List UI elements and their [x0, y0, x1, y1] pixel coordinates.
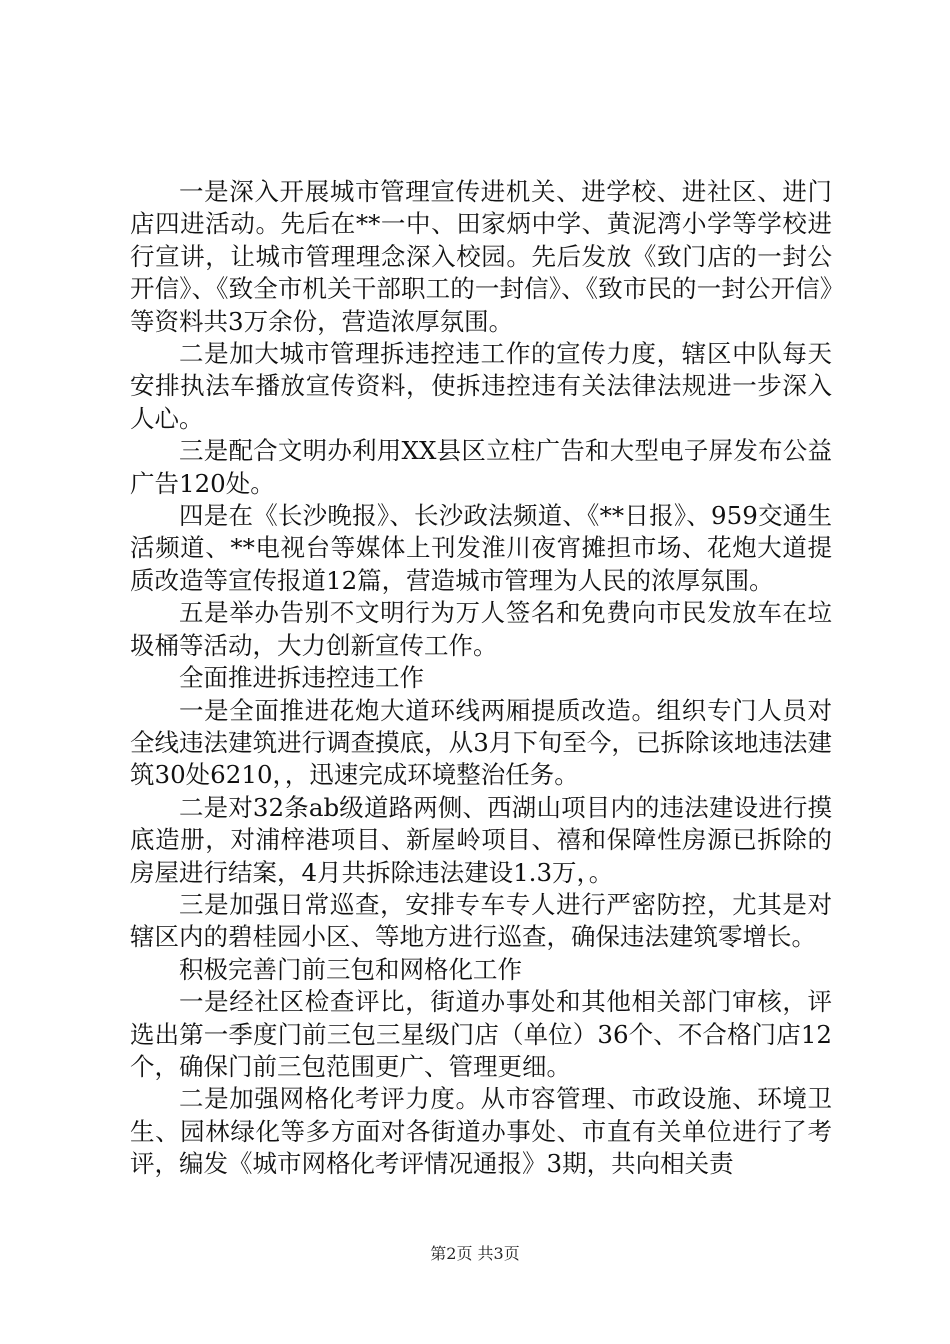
- paragraph-publicity-media: 四是在《长沙晚报》、长沙政法频道、《**日报》、959交通生活频道、**电视台等媒体上刊发淮川夜宵摊担市场、花炮大道提质改造等宣传报道12篇，营造城市管理为人民的浓厚氛围。: [130, 501, 832, 595]
- paragraph-publicity-signature: 五是举办告别不文明行为万人签名和免费向市民发放车在垃圾桶等活动，大力创新宣传工作。: [130, 598, 832, 660]
- page-number-footer: 第2页 共3页: [430, 1244, 520, 1263]
- section-heading-demolition: 全面推进拆违控违工作: [179, 663, 424, 693]
- paragraph-demolition-avenue: 一是全面推进花炮大道环线两厢提质改造。组织专门人员对全线违法建筑进行调查摸底，从3月下旬至今，已拆除该地违法建筑30处6210，，迅速完成环境整治任务。: [130, 695, 832, 790]
- paragraph-demolition-roads: 二是对32条ab级道路两侧、西湖山项目内的违法建设进行摸底造册，对浦梓港项目、新屋岭项目、禧和保障性房源已拆除的房屋进行结案，4月共拆除违法建设1.3万，。: [130, 792, 832, 887]
- paragraph-publicity-demolition: 二是加大城市管理拆违控违工作的宣传力度，辖区中队每天安排执法车播放宣传资料，使拆违控违有关法律法规进一步深入人心。: [130, 339, 832, 433]
- paragraph-grid-evaluation: 一是经社区检查评比，街道办事处和其他相关部门审核，评选出第一季度门前三包三星级门店（单位）36个、不合格门店12个，确保门前三包范围更广、管理更细。: [130, 987, 832, 1081]
- paragraph-publicity-ads: 三是配合文明办利用XX县区立柱广告和大型电子屏发布公益广告120处。: [130, 436, 832, 498]
- paragraph-grid-assessment: 二是加强网格化考评力度。从市容管理、市政设施、环境卫生、园林绿化等多方面对各街道办事处、市直有关单位进行了考评，编发《城市网格化考评情况通报》3期，共向相关责: [130, 1084, 832, 1179]
- section-heading-grid: 积极完善门前三包和网格化工作: [179, 954, 522, 984]
- paragraph-demolition-patrol: 三是加强日常巡查，安排专车专人进行严密防控，尤其是对辖区内的碧桂园小区、等地方进行巡查，确保违法建筑零增长。: [130, 889, 832, 952]
- paragraph-publicity-four-entries: 一是深入开展城市管理宣传进机关、进学校、进社区、进门店四进活动。先后在**一中、田家炳中学、黄泥湾小学等学校进行宣讲，让城市管理理念深入校园。先后发放《致门店的一封公开信》、《致全市机关干部职工的一封信》、《致市民的一封公开信》等资料共3万余份，营造浓厚氛围。: [130, 177, 832, 336]
- document-body: [130, 176, 832, 1181]
